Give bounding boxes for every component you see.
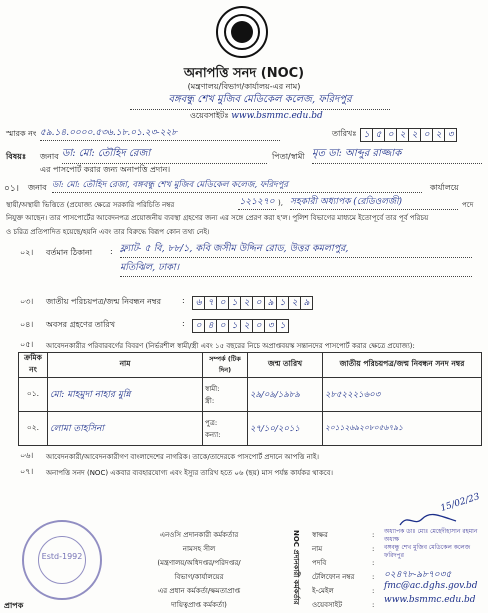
page-title: অনাপত্তি সনদ (NOC) [183, 66, 305, 81]
nid-digit-box: ০ [252, 296, 265, 310]
item6-number: ০৬। [20, 451, 34, 460]
col-header-serial: ক্রমিক নং [19, 353, 48, 378]
para1-close-paren: ), [278, 199, 283, 207]
item2-number: ০২। [20, 248, 34, 257]
signature-date: 15/02/23 [439, 491, 481, 515]
item5-label: আবেদনকারীর পরিবারবর্গের বিবরণ (নির্ভরশীল স্বামী/স্ত্রী এবং ১৫ বছরের নিচে অপ্রাপ্তবয়স্ক সন্তানদের পাসপোর্ট করার ক্ষেত্রে প্রযোজ্য): [46, 342, 415, 350]
nid-digit-box: ০ [216, 296, 229, 310]
row-serial: ০১. [19, 378, 48, 412]
retirement-digit-box: ১ [228, 319, 241, 333]
retirement-digit-box: ০ [252, 319, 265, 333]
row-dob: ২৯/০৯/১৯৮৯ [248, 378, 323, 412]
retirement-digit-box: ১ [276, 319, 289, 333]
retirement-digit-box: ০ [192, 319, 205, 333]
col-header-dob: জন্ম তারিখ [248, 353, 323, 378]
phone-value: ০২৪৭৮-৯৮৭০৩৫ [384, 570, 452, 580]
subject-prefix: জনাব [40, 152, 59, 161]
table-row [19, 412, 482, 446]
nid-digit-box: ৬ [192, 296, 205, 310]
col-header-relation: সম্পর্ক (টিক দিন) [203, 353, 248, 378]
para1-line2: স্থায়ী/অস্থায়ী ভিত্তিতে (প্রযোজ্য ক্ষেত্রে সরকারি পরিচিতি নম্বর [6, 201, 175, 209]
date-digit-box: ২ [432, 128, 445, 142]
website2-value: www.bsmmc.edu.bd [384, 595, 476, 605]
college-stamp: Estd-1992 [22, 520, 102, 600]
vertical-note: NOC প্রদানকারী কর্মকর্তার [292, 530, 300, 605]
item7-text: অনাপত্তি সনদ (NOC) একবার ব্যবহারযোগ্য এবং ইস্যুর তারিখ হতে ০৬ (ছয়) মাস পর্যন্ত কার্যকর থাকবে। [46, 469, 333, 477]
family-table [18, 352, 482, 446]
nid-digit-box: ১ [276, 296, 289, 310]
para1-prefix: জনাব [28, 183, 47, 192]
memo-label: স্মারক নং [6, 129, 37, 138]
email-value: fmc@ac.dghs.gov.bd [384, 581, 478, 591]
item6-text: আবেদনকারী/আবেদনকারীগণ বাংলাদেশের নাগরিক। তাকে/তাদেরকে পাসপোর্ট প্রদানে আপত্তি নাই। [46, 453, 320, 461]
date-digit-box: ২ [396, 128, 409, 142]
date-digit-box: ২ [408, 128, 421, 142]
footer-recipient: প্রাপক [4, 601, 24, 610]
item5-number: ০৫। [20, 340, 34, 349]
retirement-digit-box: ০ [216, 319, 229, 333]
signatory-stamp: অধ্যাপক ডাঃ মোঃ মেহেদীহাসান রহমান অধ্যক্ষ বঙ্গবন্ধু শেখ মুজিব মেডিকেল কলেজ ফরিদপুর [384, 528, 478, 559]
item7-number: ০৭। [20, 467, 34, 476]
officer-block: এনওসি প্রদানকারী কর্মকর্তার নামসহ সীল (মন্ত্রণালয়/অধিদপ্তর/পরিদপ্তর/ বিভাগ/কার্যালয়ের এর প্রধান কর্মকর্তা/ক্ষমতাপ্রাপ্ত দায়িত্বপ্রাপ্ত কর্মকর্তা) [157, 531, 241, 609]
col-header-nid: জাতীয় পরিচয়পত্র/জন্ম নিবন্ধন সনদ নম্বর [323, 353, 482, 378]
father-label: পিতা/স্বামী [272, 152, 305, 161]
date-digit-box: ০ [420, 128, 433, 142]
date-digit-box: ৫ [372, 128, 385, 142]
para1-name: ডা: মো: তৌহিদ রেজা, বঙ্গবন্ধু শেখ মুজিব মেডিকেল কলেজ, ফরিদপুর [52, 178, 422, 193]
memo-number: ৫৯.১৪.০০০০.৫৩৬.১৮.০১.২৩-২২৮ [40, 125, 280, 141]
para1-line3: নিযুক্ত আছেন। তার পাসপোর্টের আবেদনপত্র প্রয়োজনীয় ব্যবস্থা গ্রহণের জন্য এর সঙ্গে প্রেরণ করা হ'ল। পুলিশ বিভাগের মাধ্যমে ইতোপূর্বে তার পূর্ব পরিচয় [6, 214, 429, 222]
nid-boxes [192, 292, 312, 311]
para1-line4: ও চরিত্র প্রতিপাদিত হয়েছে/হয়নি এবং তার বিরুদ্ধে বিরূপ কোন তথ্য নেই। [6, 228, 210, 236]
date-digit-box: ০ [384, 128, 397, 142]
address-line1: ফ্ল্যাট- ৫ বি, ৮৮/১, কবি জসীম উদ্দিন রোড, উত্তর কমলাপুর, [120, 242, 472, 258]
signature [398, 512, 458, 526]
item4-label: অবসর গ্রহণের তারিখ [46, 320, 116, 329]
nid-digit-box: ৯ [300, 296, 313, 310]
office-name: বঙ্গবন্ধু শেখ মুজিব মেডিকেল কলেজ, ফরিদপুর [130, 92, 390, 110]
date-digit-box: ১ [360, 128, 373, 142]
item3-number: ০৩। [20, 297, 34, 306]
retirement-digit-box: ৩ [264, 319, 277, 333]
nid-digit-box: ৯ [264, 296, 277, 310]
person-name: ডা: মো: তৌহিদ রেজা [62, 146, 267, 164]
col-header-name: নাম [48, 353, 203, 378]
nid-digit-box: ২ [288, 296, 301, 310]
row-nid: ২০১১২৬৯২০৮০৫৬৭৯১ [323, 412, 482, 446]
retirement-boxes [192, 315, 288, 334]
retirement-digit-box: ৪ [204, 319, 217, 333]
nid-digit-box: ১ [228, 296, 241, 310]
para1-pode: পদে [462, 201, 474, 209]
row-nid: ২৮৫২২২১৬০৩ [323, 378, 482, 412]
row-serial: ০২. [19, 412, 48, 446]
item4-number: ০৪। [20, 320, 34, 329]
date-digit-box: ৩ [444, 128, 457, 142]
row-relation: স্বামী: স্ত্রী: [203, 378, 248, 412]
table-row [19, 378, 482, 412]
para1-number: ০১। [4, 184, 19, 194]
date-boxes [360, 124, 456, 143]
item3-label: জাতীয় পরিচয়পত্র/জন্ম নিবন্ধন নম্বর [46, 297, 161, 306]
father-name: মৃত ডা: আব্দুর রাজ্জাক [312, 146, 482, 164]
row-name: মো: মাহমুদা নাহার মুন্নি [48, 378, 203, 412]
nid-digit-box: ২ [240, 296, 253, 310]
subject-label: বিষয়ঃ [6, 152, 27, 161]
page-subtitle: (মন্ত্রণালয়/বিভাগ/কার্যালয়-এর নাম) [187, 82, 301, 91]
address-line2: মতিঝিল, ঢাকা। [120, 261, 472, 277]
retirement-digit-box: ২ [240, 319, 253, 333]
signature-labels: স্বাক্ষর নাম পদবি টেলিফোন নম্বর ই-মেইল ওয়েবসাইট [312, 531, 355, 609]
para1-gov-id: ১২১২৭০ [238, 194, 276, 210]
website-value: www.bsmmc.edu.bd [231, 111, 323, 121]
row-dob: ২৭/১০/২০১১ [248, 412, 323, 446]
date-label: তারিখঃ [332, 129, 357, 138]
row-relation: পুত্র: কন্যা: [203, 412, 248, 446]
website-label: ওয়েবসাইটঃ [190, 111, 229, 120]
para1-post: সহকারী অধ্যাপক (রেডিওলজী) [290, 194, 458, 210]
subject-suffix: এর পাসপোর্ট করার জন্য অনাপত্তি প্রদান। [40, 165, 171, 174]
nid-digit-box: ৭ [204, 296, 217, 310]
row-name: লোমা তাহসিনা [48, 412, 203, 446]
government-seal [216, 6, 268, 58]
item2-label: বর্তমান ঠিকানা [46, 248, 93, 257]
para1-suffix: কার্যালয়ে [430, 183, 459, 192]
